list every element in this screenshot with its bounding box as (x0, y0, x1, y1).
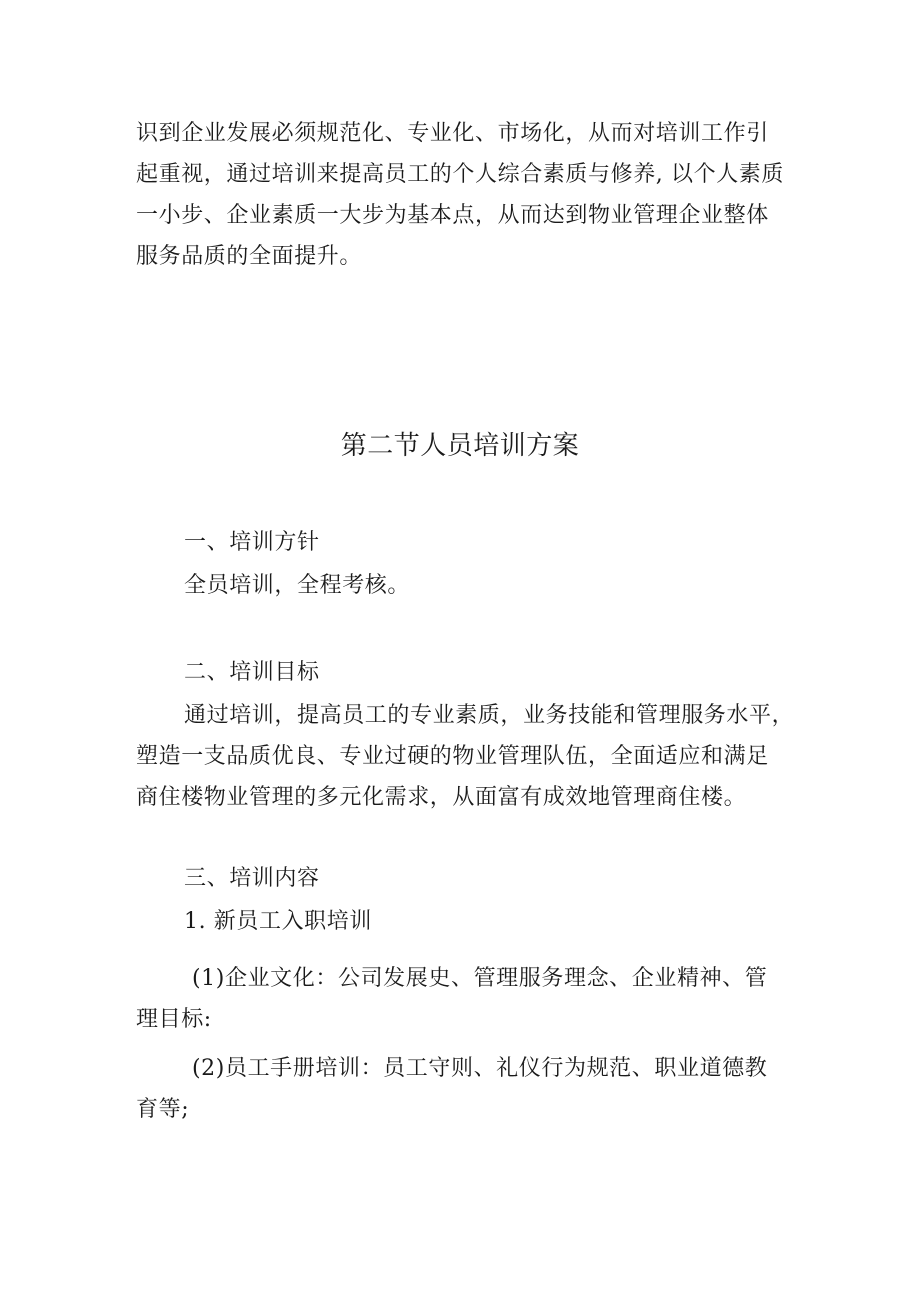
objective-paragraph (136, 695, 796, 818)
objective-line: 通过培训，提高员工的专业素质，业务技能和管理服务水平， (184, 703, 795, 728)
section-title: 第二节人员培训方案 (340, 431, 580, 461)
intro-paragraph (136, 113, 796, 277)
objective-heading: 二、培训目标 (184, 660, 320, 685)
intro-line: 识到企业发展必须规范化、专业化、市场化，从而对培训工作引 (136, 121, 769, 146)
policy-heading: 一、培训方针 (184, 530, 320, 555)
content-item-line: (1)企业文化：公司发展史、管理服务理念、企业精神、管 (192, 966, 768, 991)
content-item-line: 育等; (136, 1097, 190, 1122)
objective-line: 塑造一支品质优良、专业过硬的物业管理队伍，全面适应和满足 (136, 744, 769, 769)
content-item-line: 理目标: (136, 1007, 212, 1032)
intro-line: 起重视，通过培训来提高员工的个人综合素质与修养, 以个人素质 (136, 162, 784, 187)
content-item-line: (2)员工手册培训：员工守则、礼仪行为规范、职业道德教 (192, 1056, 768, 1081)
content-item-1 (136, 958, 796, 1040)
policy-body: 全员培训，全程考核。 (184, 573, 411, 598)
intro-line: 服务品质的全面提升。 (136, 244, 363, 269)
objective-line: 商住楼物业管理的多元化需求，从面富有成效地管理商住楼。 (136, 785, 747, 810)
intro-line: 一小步、企业素质一大步为基本点，从而达到物业管理企业整体 (136, 203, 769, 228)
content-item-2 (136, 1048, 796, 1130)
content-heading: 三、培训内容 (184, 866, 320, 891)
content-subheading: 1. 新员工入职培训 (184, 909, 372, 934)
